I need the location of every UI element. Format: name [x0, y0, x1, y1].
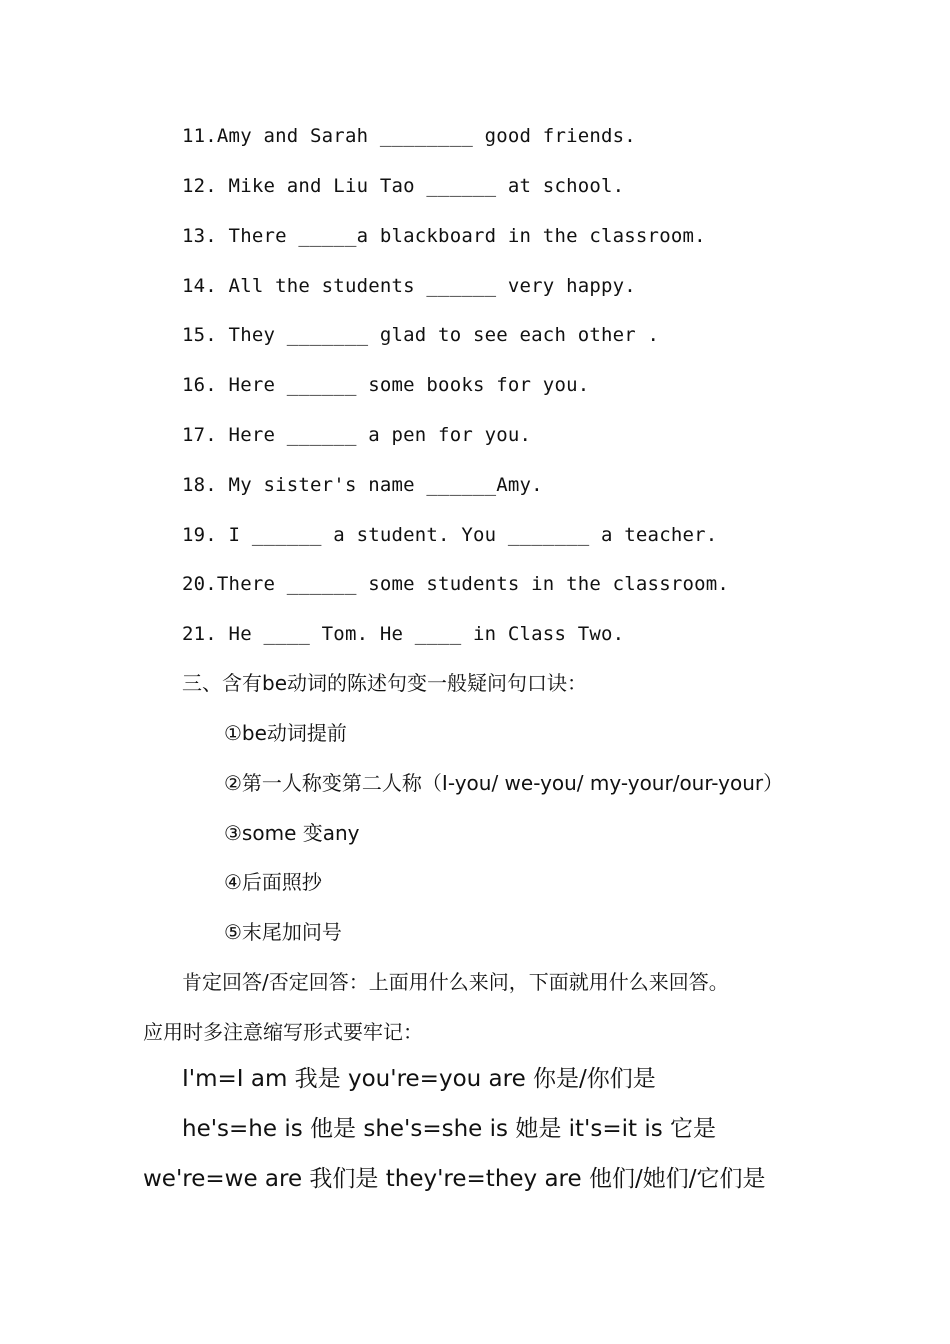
section-title: 三、含有be动词的陈述句变一般疑问句口诀：: [182, 671, 587, 695]
rule-item: ②第一人称变第二人称（I-you/ we-you/ my-your/our-your）: [224, 771, 784, 795]
exercise-13: 13. There _____a blackboard in the classroom.: [182, 225, 706, 247]
rule-item: ④后面照抄: [224, 870, 322, 894]
rule-item: ③some 变any: [224, 821, 360, 845]
exercise-12: 12. Mike and Liu Tao ______ at school.: [182, 175, 625, 197]
exercise-18: 18. My sister's name ______Amy.: [182, 474, 543, 496]
answer-note: 肯定回答/否定回答：上面用什么来问，下面就用什么来回答。: [182, 970, 729, 994]
abbreviation-note: 应用时多注意缩写形式要牢记：: [143, 1020, 423, 1044]
contraction-line: he's=he is 他是 she's=she is 她是 it's=it is 它是: [182, 1116, 717, 1142]
exercise-21: 21. He ____ Tom. He ____ in Class Two.: [182, 623, 625, 645]
contraction-line: I'm=I am 我是 you're=you are 你是/你们是: [182, 1066, 656, 1092]
contraction-line: we're=we are 我们是 they're=they are 他们/她们/它们是: [143, 1166, 766, 1192]
exercise-17: 17. Here ______ a pen for you.: [182, 424, 532, 446]
exercise-20: 20.There ______ some students in the classroom.: [182, 573, 730, 595]
rule-item: ⑤末尾加问号: [224, 920, 342, 944]
exercise-14: 14. All the students ______ very happy.: [182, 275, 636, 297]
exercise-11: 11.Amy and Sarah ________ good friends.: [182, 125, 636, 147]
exercise-15: 15. They _______ glad to see each other .: [182, 324, 660, 346]
exercise-19: 19. I ______ a student. You _______ a teacher.: [182, 524, 718, 546]
rule-item: ①be动词提前: [224, 721, 347, 745]
exercise-16: 16. Here ______ some books for you.: [182, 374, 590, 396]
